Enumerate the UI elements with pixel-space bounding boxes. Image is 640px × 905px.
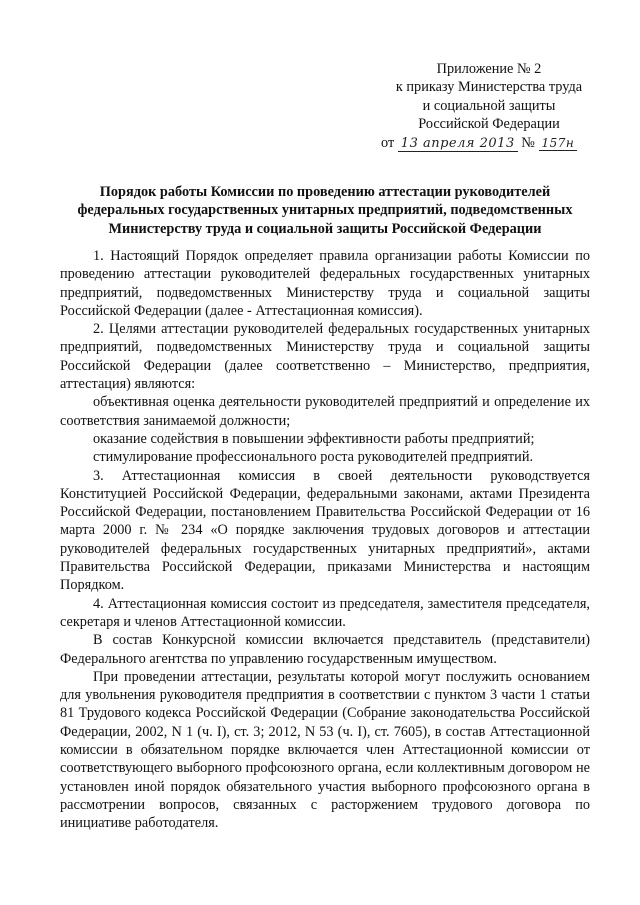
title-line-1: Порядок работы Комиссии по проведению аттестации руководителей bbox=[99, 184, 551, 200]
annex-line-1: Приложение № 2 bbox=[436, 61, 542, 77]
handwritten-number: 157н bbox=[539, 136, 578, 151]
paragraph-goal-2: оказание содействия в повышении эффективности работы предприятий; bbox=[93, 430, 535, 447]
paragraph-4: 4. Аттестационная комиссия состоит из председателя, заместителя председателя, секретаря и членов Аттестационной комиссии. bbox=[60, 595, 590, 630]
paragraph-competition-commission: В состав Конкурсной комиссии включается представитель (представители) Федерального агентства по управлению государственным имуществом. bbox=[60, 632, 590, 667]
annex-line-3: и социальной защиты bbox=[422, 97, 556, 114]
annex-header bbox=[373, 60, 605, 153]
paragraph-union-member: При проведении аттестации, результаты которой могут послужить основанием для увольнения руководителя предприятия в соответствии с пунктом 3 части 1 статьи 81 Трудового кодекса Российской Федерации (Собрание законодательства Российской Федерации, 2002, N 1 (ч. I), ст. 3; 2012, N 53 (ч. I), ст. 7605), в состав Аттестационной комиссии в обязательном порядке включается член Аттестационной комиссии от соответствующего выборного профсоюзного органа, если коллективным договором не установлен иной порядок обязательного участия выборного профсоюзного органа в рассмотрении вопросов, связанных с расторжением трудового договора по инициативе работодателя. bbox=[60, 668, 590, 832]
document-body bbox=[60, 247, 590, 833]
annex-line-4: Российской Федерации bbox=[418, 115, 560, 132]
number-label: № bbox=[521, 135, 535, 152]
paragraph-3: 3. Аттестационная комиссия в своей деятельности руководствуется Конституцией Российской Федерации, федеральными законами, актами Президента Российской Федерации, постановлением Правительства Российской Федерации от 16 марта 2000 г. № 234 «О порядке заключения трудовых договоров и аттестации руководителей федеральных государственных унитарных предприятий», актами Правительства Российской Федерации, приказами Министерства и настоящим Порядком. bbox=[60, 467, 590, 594]
paragraph-goal-3: стимулирование профессионального роста руководителей предприятий. bbox=[93, 449, 534, 466]
order-date-number-line bbox=[373, 134, 605, 153]
title-line-2: федеральных государственных унитарных предприятий, подведомственных bbox=[77, 202, 573, 219]
paragraph-goal-1: объективная оценка деятельности руководителей предприятий и определение их соответствия занимаемой должности; bbox=[60, 394, 590, 429]
annex-line-2: к приказу Министерства труда bbox=[395, 79, 583, 96]
paragraph-1: 1. Настоящий Порядок определяет правила организации работы Комиссии по проведению аттестации руководителей федеральных государственных унитарных предприятий, подведомственных Министерству труда и социальной защиты Российской Федерации (далее - Аттестационная комиссия). bbox=[60, 248, 590, 319]
handwritten-date: 13 апреля 2013 bbox=[398, 136, 518, 152]
title-line-3: Министерству труда и социальной защиты Российской Федерации bbox=[108, 220, 542, 237]
document-title bbox=[60, 183, 590, 238]
paragraph-2: 2. Целями аттестации руководителей федеральных государственных унитарных предприятий, подведомственных Министерству труда и социальной защиты Российской Федерации (далее соответственно – Министерство, предприятия, аттестация) являются: bbox=[60, 321, 590, 393]
from-label: от bbox=[381, 135, 395, 152]
